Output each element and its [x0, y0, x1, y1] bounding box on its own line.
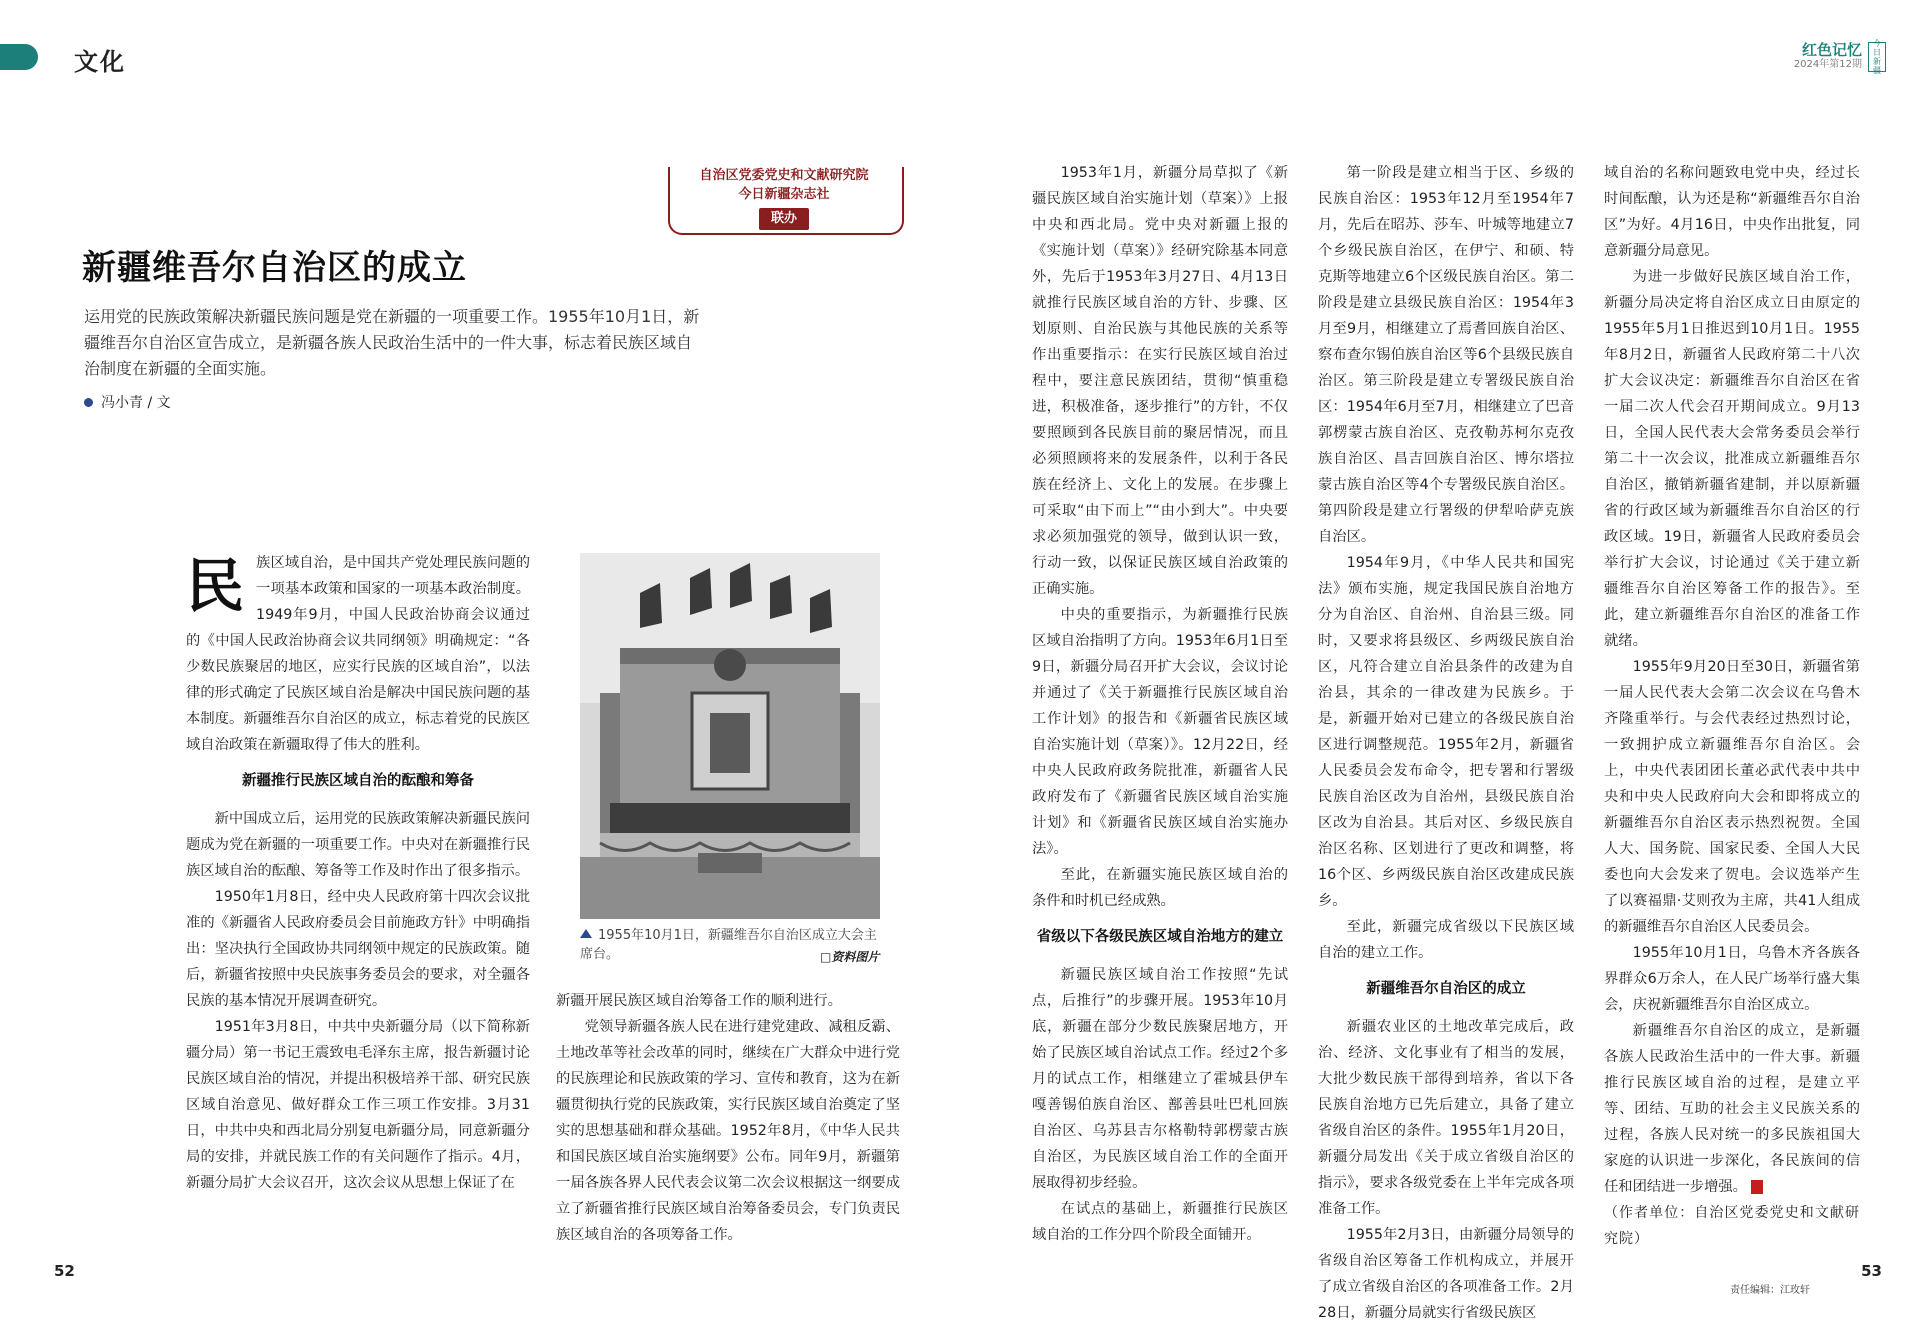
photo-ceremony	[580, 553, 880, 919]
text-column-2	[556, 988, 900, 1248]
text-column-5	[1604, 160, 1860, 1252]
magazine-issue: 2024年第12期	[1793, 59, 1862, 70]
paragraph-6: 党领导新疆各族人民在进行建党建政、减租反霸、土地改革等社会改革的同时，继续在广大群众中进行党的民族理论和民族政策的学习、宣传和教育，这为在新疆贯彻执行党的民族政策，实行民族区域自治奠定了坚实的思想基础和群众基础。1952年8月，《中华人民共和国民族区域自治实施纲要》公布。同年9月，新疆第一届各族各界人民代表会议第二次会议根据这一纲要成立了新疆省推行民族区域自治筹备委员会，专门负责民族区域自治的各项筹备工作。	[556, 1019, 900, 1243]
paragraph-18: 为进一步做好民族区域自治工作，新疆分局决定将自治区成立日由原定的1955年5月1日推迟到10月1日。1955年8月2日，新疆省人民政府第二十八次扩大会议决定：新疆维吾尔自治区在省一届二次人代会召开期间成立。9月13日，全国人民代表大会常务委员会举行第二十一次会议，批准成立新疆维吾尔自治区，撤销新疆省建制，并以原新疆省的行政区域为新疆维吾尔自治区的行政区域。19日，新疆省人民政府委员会举行扩大会议，讨论通过《关于建立新疆维吾尔自治区筹备工作的报告》。至此，建立新疆维吾尔自治区的准备工作就绪。	[1604, 269, 1860, 649]
byline-dot-icon	[84, 398, 93, 407]
paragraph-1	[186, 550, 530, 758]
paragraph-4: 1951年3月8日，中共中央新疆分局（以下简称新疆分局）第一书记王震致电毛泽东主席，报告新疆讨论民族区域自治的情况，并提出积极培养干部、研究民族区域自治意见、做好群众工作三项工作安排。3月31日，中共中央和西北局分别复电新疆分局，同意新疆分局的安排，并就民族工作的有关问题作了指示。4月，新疆分局扩大会议召开，这次会议从思想上保证了在	[186, 1019, 530, 1191]
paragraph-12: 第一阶段是建立相当于区、乡级的民族自治区：1953年12月至1954年7月，先后在昭苏、莎车、叶城等地建立7个乡级民族自治区，在伊宁、和硕、特克斯等地建立6个区级民族自治区。第二阶段是建立县级民族自治区：1954年3月至9月，相继建立了焉耆回族自治区、察布查尔锡伯族自治区等6个县级民族自治区。第三阶段是建立专署级民族自治区：1954年6月至7月，相继建立了巴音郭楞蒙古族自治区、克孜勒苏柯尔克孜族自治区、昌吉回族自治区、博尔塔拉蒙古族自治区等4个专署级民族自治区。第四阶段是建立行署级的伊犁哈萨克族自治区。	[1318, 165, 1574, 545]
co-organizer-line1: 自治区党委党史和文献研究院	[699, 168, 869, 183]
section-tab-marker	[0, 44, 38, 70]
paragraph-9: 至此，在新疆实施民族区域自治的条件和时机已经成熟。	[1032, 867, 1288, 909]
caption-triangle-icon	[580, 929, 592, 938]
paragraph-15: 新疆农业区的土地改革完成后，政治、经济、文化事业有了相当的发展，大批少数民族干部得到培养，省以下各民族自治地方已先后建立，具备了建立省级自治区的条件。1955年1月20日，新疆分局发出《关于成立省级自治区的指示》，要求各级党委在上半年完成各项准备工作。	[1318, 1019, 1574, 1217]
magazine-masthead	[1793, 39, 1886, 75]
author-affiliation: （作者单位：自治区党委党史和文献研究院）	[1604, 1205, 1860, 1247]
paragraph-21-text: 新疆维吾尔自治区的成立，是新疆各族人民政治生活中的一件大事。新疆推行民族区域自治的过程，是建立平等、团结、互助的社会主义民族关系的过程，各族人民对统一的多民族祖国大家庭的认识进一步深化，各民族间的信任和团结进一步增强。	[1604, 1023, 1860, 1195]
subheading-3: 新疆维吾尔自治区的成立	[1366, 981, 1526, 997]
paragraph-19: 1955年9月20日至30日，新疆省第一届人民代表大会第二次会议在乌鲁木齐隆重举行。与会代表经过热烈讨论，一致拥护成立新疆维吾尔自治区。会上，中央代表团团长董必武代表中共中央和中央人民政府向大会和即将成立的新疆维吾尔自治区表示热烈祝贺。全国人大、国务院、国家民委、全国人大民委也向大会发来了贺电。会议选举产生了以赛福鼎·艾则孜为主席，共41人组成的新疆维吾尔自治区人民委员会。	[1604, 659, 1860, 935]
paragraph-11: 在试点的基础上，新疆推行民族区域自治的工作分四个阶段全面铺开。	[1032, 1201, 1288, 1243]
paragraph-21	[1604, 1018, 1860, 1200]
article-title: 新疆维吾尔自治区的成立	[82, 248, 467, 288]
article-lead: 运用党的民族政策解决新疆民族问题是党在新疆的一项重要工作。1955年10月1日，新疆维吾尔自治区宣告成立，是新疆各族人民政治生活中的一件大事，标志着民族区域自治制度在新疆的全面实施。	[84, 307, 700, 378]
responsible-editor: 责任编辑：江玫轩	[1730, 1285, 1810, 1296]
author-name: 冯小青 / 文	[101, 395, 171, 411]
page-number-right: 53	[1861, 1262, 1882, 1280]
subheading-1: 新疆推行民族区域自治的酝酿和筹备	[242, 773, 474, 789]
subheading-2: 省级以下各级民族区域自治地方的建立	[1036, 929, 1284, 945]
paragraph-13: 1954年9月，《中华人民共和国宪法》颁布实施，规定我国民族自治地方分为自治区、自治州、自治县三级。同时，又要求将县级区、乡两级民族自治区，凡符合建立自治县条件的改建为自治县，其余的一律改建为民族乡。于是，新疆开始对已建立的各级民族自治区进行调整规范。1955年2月，新疆省人民委员会发布命令，把专署和行署级民族自治区改为自治州，县级民族自治区改为自治县。其后对区、乡级民族自治区名称、区划进行了更改和调整，将16个区、乡两级民族自治区改建成民族乡。	[1318, 555, 1574, 909]
drop-cap: 民	[186, 552, 245, 620]
text-column-1	[186, 550, 530, 1196]
co-organizer-badge: 联办	[759, 208, 809, 230]
paragraph-1-text: 族区域自治，是中国共产党处理民族问题的一项基本政策和国家的一项基本政治制度。1949年9月，中国人民政治协商会议通过的《中国人民政治协商会议共同纲领》明确规定：“各少数民族聚居的地区，应实行民族的区域自治”，以法律的形式确定了民族区域自治是解决中国民族问题的基本制度。新疆维吾尔自治区的成立，标志着党的民族区域自治政策在新疆取得了伟大的胜利。	[186, 555, 530, 753]
paragraph-8: 中央的重要指示，为新疆推行民族区域自治指明了方向。1953年6月1日至9日，新疆分局召开扩大会议，会议讨论并通过了《关于新疆推行民族区域自治工作计划》的报告和《新疆省民族区域自治实施计划（草案）》。12月22日，经中央人民政府政务院批准，新疆省人民政府发布了《新疆省民族区域自治实施计划》和《新疆省民族区域自治实施办法》。	[1032, 607, 1288, 857]
paragraph-14: 至此，新疆完成省级以下民族区域自治的建立工作。	[1318, 919, 1574, 961]
paragraph-10: 新疆民族区域自治工作按照“先试点，后推行”的步骤开展。1953年10月底，新疆在部分少数民族聚居地方，开始了民族区域自治试点工作。经过2个多月的试点工作，相继建立了霍城县伊车嘎善锡伯族自治区、鄯善县吐巴札回族自治区、乌苏县吉尔格勒特郭楞蒙古族自治区，为民族区域自治工作的全面开展取得初步经验。	[1032, 967, 1288, 1191]
ceremony-photo-illustration	[580, 553, 880, 919]
section-label: 文化	[74, 48, 126, 76]
paragraph-17: 域自治的名称问题致电党中央，经过长时间酝酿，认为还是称“新疆维吾尔自治区”为好。4月16日，中央作出批复，同意新疆分局意见。	[1604, 165, 1860, 259]
photo-credit: □资料图片	[820, 950, 880, 964]
paragraph-2: 新中国成立后，运用党的民族政策解决新疆民族问题成为党在新疆的一项重要工作。中央对在新疆推行民族区域自治的酝酿、筹备等工作及时作出了很多指示。	[186, 811, 530, 879]
magazine-badge: 今日新疆	[1868, 42, 1886, 72]
paragraph-20: 1955年10月1日，乌鲁木齐各族各界群众6万余人，在人民广场举行盛大集会，庆祝新疆维吾尔自治区成立。	[1604, 945, 1860, 1013]
magazine-title: 红色记忆	[1801, 41, 1862, 59]
paragraph-3: 1950年1月8日，经中央人民政府第十四次会议批准的《新疆省人民政府委员会目前施政方针》中明确指出：坚决执行全国政协共同纲领中规定的民族政策。随后，新疆省按照中央民族事务委员会的要求，对全疆各民族的基本情况开展调查研究。	[186, 889, 530, 1009]
paragraph-16: 1955年2月3日，由新疆分局领导的省级自治区筹备工作机构成立，并展开了成立省级自治区的各项准备工作。2月28日，新疆分局就实行省级民族区	[1318, 1227, 1574, 1321]
paragraph-5: 新疆开展民族区域自治筹备工作的顺利进行。	[556, 993, 842, 1009]
page-number-left: 52	[54, 1262, 75, 1280]
text-column-3	[1032, 160, 1288, 1248]
author-byline	[84, 392, 171, 412]
paragraph-7: 1953年1月，新疆分局草拟了《新疆民族区域自治实施计划（草案）》上报中央和西北局。党中央对新疆上报的《实施计划（草案）》经研究除基本同意外，先后于1953年3月27日、4月13日就推行民族区域自治的方针、步骤、区划原则、自治民族与其他民族的关系等作出重要指示：在实行民族区域自治过程中，要注意民族团结，贯彻“慎重稳进，积极准备，逐步推行”的方针，不仅要照顾到各民族目前的聚居情况，而且必须照顾将来的发展条件，以利于各民族在经济上、文化上的发展。在步骤上可采取“由下而上”“由小到大”。中央要求必须加强党的领导，做到认识一致，行动一致，以保证民族区域自治政策的正确实施。	[1032, 165, 1288, 597]
photo-caption-text: 1955年10月1日，新疆维吾尔自治区成立大会主席台。	[580, 928, 877, 962]
end-mark-icon	[1751, 1180, 1763, 1194]
co-organizer-line2: 今日新疆杂志社	[738, 187, 830, 202]
text-column-4	[1318, 160, 1574, 1326]
co-organizer-text	[668, 166, 900, 204]
